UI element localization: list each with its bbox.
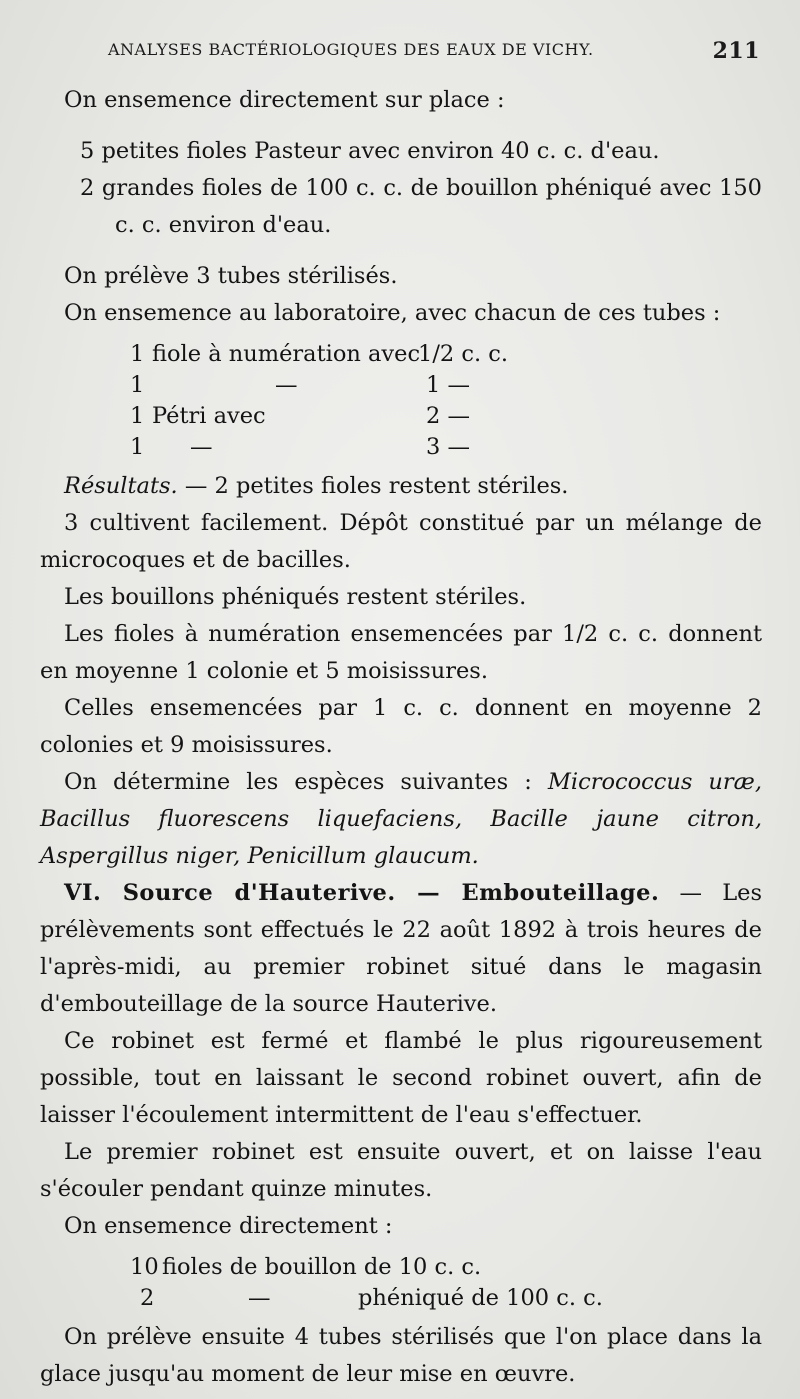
paragraph: On ensemence directement sur place :: [64, 87, 505, 113]
table-cell: 3 —: [426, 434, 470, 460]
species-paragraph: [40, 764, 762, 875]
paragraph: Les bouillons phéniqués restent stériles.: [64, 584, 527, 610]
section-text: — Les prélèvements sont effectués le 22 août 1892 à trois heures de l'après-midi, au premier robinet situé dans le magasin d'embouteillage de la source Hauterive.: [40, 880, 762, 1017]
body-text: [40, 82, 762, 1393]
running-title: ANALYSES BACTÉRIOLOGIQUES DES EAUX DE VICHY.: [108, 40, 594, 59]
paragraph: Celles ensemencées par 1 c. c. donnent en moyenne 2 colonies et 9 moisissures.: [40, 695, 762, 758]
table-cell: —: [190, 434, 213, 460]
inoculation-table: [40, 336, 762, 460]
table-cell: 1: [130, 434, 145, 460]
section-title: VI. Source d'Hauterive. — Embouteillage.: [64, 880, 660, 906]
table-row: [40, 429, 762, 460]
table-cell: 1/2 c. c.: [418, 341, 509, 367]
paragraph: On prélève 3 tubes stérilisés.: [64, 263, 398, 289]
table-row: [40, 336, 762, 367]
table-cell: 2 —: [426, 403, 470, 429]
table-cell: Pétri avec: [152, 403, 266, 429]
paragraph: Ce robinet est fermé et flambé le plus rigoureusement possible, tout en laissant le second robinet ouvert, afin de laisser l'écoulement intermittent de l'eau s'effectuer.: [40, 1028, 762, 1128]
species-intro: On détermine les espèces suivantes :: [64, 769, 548, 795]
table-cell: 2: [140, 1285, 155, 1311]
page-number: 211: [712, 38, 760, 64]
running-header: [108, 38, 768, 64]
table-row: [40, 398, 762, 429]
table-cell: 10: [130, 1254, 159, 1280]
inoculation-table-2: [40, 1249, 762, 1311]
results-paragraph: [40, 468, 762, 505]
table-cell: phéniqué de 100 c. c.: [358, 1285, 603, 1311]
paragraph: On ensemence au laboratoire, avec chacun de ces tubes :: [64, 300, 721, 326]
paragraph: On ensemence directement :: [64, 1213, 393, 1239]
table-cell: fiole à numération avec: [152, 341, 421, 367]
paragraph: 3 cultivent facilement. Dépôt constitué par un mélange de microcoques et de bacilles.: [40, 510, 762, 573]
table-cell: —: [248, 1285, 271, 1311]
section-paragraph: [40, 875, 762, 1023]
table-cell: —: [275, 372, 298, 398]
table-cell: 1: [130, 341, 145, 367]
results-text: — 2 petites fioles restent stériles.: [177, 473, 569, 499]
table-cell: 1: [130, 372, 145, 398]
table-row: [40, 367, 762, 398]
paragraph: Le premier robinet est ensuite ouvert, et on laisse l'eau s'écouler pendant quinze minutes.: [40, 1139, 762, 1202]
table-cell: 1 —: [426, 372, 470, 398]
species-list: Micrococcus uræ, Bacillus fluorescens liquefaciens, Bacille jaune citron, Aspergillus niger, Penicillum glaucum.: [40, 769, 762, 869]
table-cell: fioles de bouillon de 10 c. c.: [162, 1254, 482, 1280]
list-item: 2 grandes fioles de 100 c. c. de bouillon phéniqué avec 150 c. c. environ d'eau.: [80, 175, 762, 238]
table-cell: 1: [130, 403, 145, 429]
list-item: 5 petites fioles Pasteur avec environ 40 c. c. d'eau.: [80, 138, 660, 164]
results-label: Résultats.: [64, 473, 178, 499]
table-row: [40, 1280, 762, 1311]
paragraph: On prélève ensuite 4 tubes stérilisés que l'on place dans la glace jusqu'au moment de leur mise en œuvre.: [40, 1324, 762, 1387]
paragraph: Les fioles à numération ensemencées par 1/2 c. c. donnent en moyenne 1 colonie et 5 moisissures.: [40, 621, 762, 684]
table-row: [40, 1249, 762, 1280]
